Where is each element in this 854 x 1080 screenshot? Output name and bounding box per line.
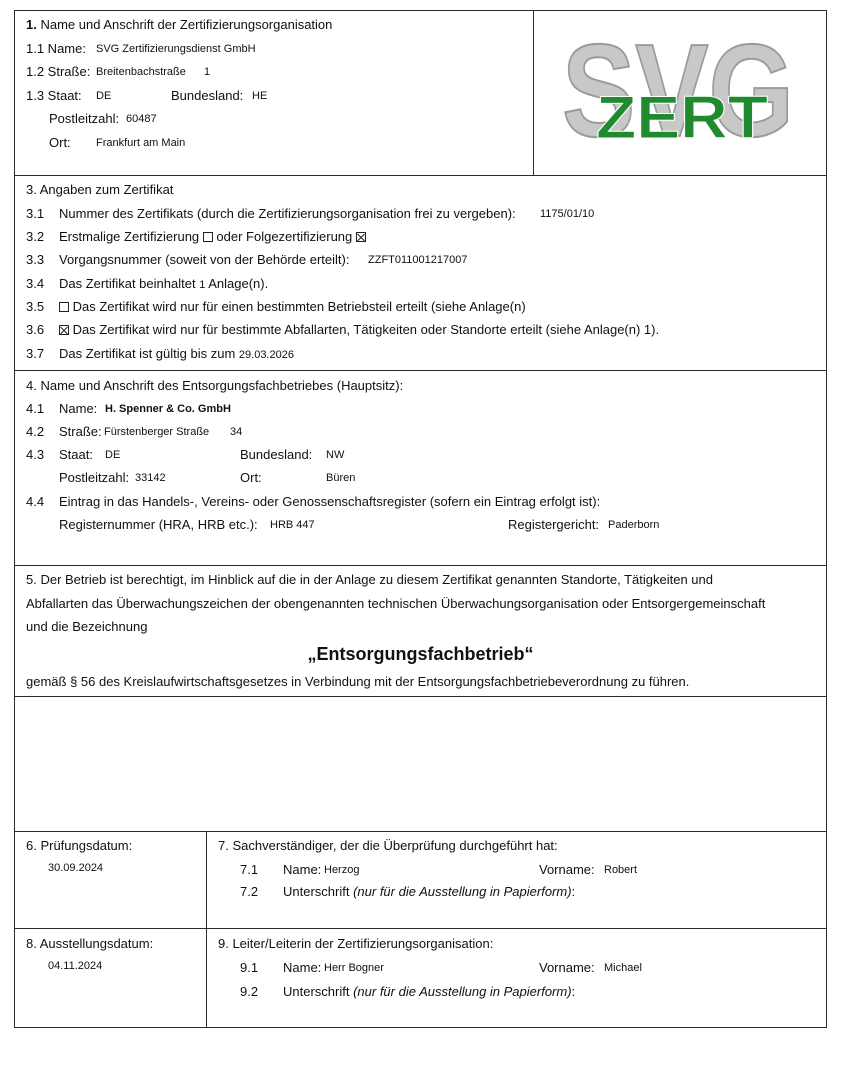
s4-row-1-num: 4.1 <box>26 401 45 416</box>
s3-row-1-num: 3.1 <box>26 206 45 221</box>
section-3-box <box>14 175 827 371</box>
s5-line-2: Abfallarten das Überwachungszeichen der obengenannten technischen Überwachungsorganisation oder Entsorgergemeinschaft <box>26 596 766 611</box>
head-name-label: Name: <box>283 960 322 975</box>
section-9-title: 9. Leiter/Leiterin der Zertifizierungsorganisation: <box>218 936 494 951</box>
validity-text: Das Zertifikat ist gültig bis zum <box>59 346 236 361</box>
annex-count: 1 <box>199 279 206 291</box>
s9-row-1-num: 9.1 <box>240 960 259 975</box>
s5-line-3: und die Bezeichnung <box>26 619 148 634</box>
company-bundesland-value: NW <box>326 449 345 461</box>
s4-row-2-num: 4.2 <box>26 424 45 439</box>
register-number-label: Registernummer (HRA, HRB etc.): <box>59 517 258 532</box>
expert-signature-label: Unterschrift (nur für die Ausstellung in Papierform): <box>283 884 576 899</box>
company-name-value: H. Spenner & Co. GmbH <box>105 403 231 415</box>
org-bundesland-label: Bundesland: <box>171 88 244 103</box>
first-certification-label: Erstmalige Zertifizierung <box>59 229 200 244</box>
company-street-label: Straße: <box>59 424 102 439</box>
org-postcode-value: 60487 <box>126 113 157 125</box>
issue-date: 04.11.2024 <box>48 960 103 972</box>
s3-row-5 <box>59 299 526 314</box>
s3-row-5-num: 3.5 <box>26 299 45 314</box>
section-8-title: 8. Ausstellungsdatum: <box>26 936 154 951</box>
s3-row-1-text: Nummer des Zertifikats (durch die Zertifizierungsorganisation frei zu vergeben): <box>59 206 516 221</box>
section-1-box <box>14 10 534 176</box>
section-1-title: 1. Name und Anschrift der Zertifizierungsorganisation <box>26 17 333 32</box>
head-name-value: Herr Bogner <box>324 962 384 974</box>
section-6-title: 6. Prüfungsdatum: <box>26 838 133 853</box>
svg-zert-logo <box>556 14 800 164</box>
org-street-value: Breitenbachstraße <box>96 66 186 78</box>
expert-name-value: Herzog <box>324 864 360 876</box>
procedure-number: ZZFT011001217007 <box>368 254 468 266</box>
s3-row-7-num: 3.7 <box>26 346 45 361</box>
s4-row-4-num: 4.4 <box>26 494 45 509</box>
org-street-label: 1.2 Straße: <box>26 64 91 79</box>
org-state-value: DE <box>96 90 112 102</box>
register-entry-text: Eintrag in das Handels-, Vereins- oder Genossenschaftsregister (sofern ein Eintrag erfolgt ist): <box>59 494 601 509</box>
s9-row-2-num: 9.2 <box>240 984 259 999</box>
blank-section-box <box>14 696 827 832</box>
s4-row-3-num: 4.3 <box>26 447 45 462</box>
s3-row-3-num: 3.3 <box>26 252 45 267</box>
head-firstname-label: Vorname: <box>539 960 595 975</box>
register-court-value: Paderborn <box>608 519 660 531</box>
org-street-number: 1 <box>204 66 211 78</box>
company-city-label: Ort: <box>240 470 262 485</box>
company-street-value: Fürstenberger Straße <box>104 426 210 438</box>
s3-row-2 <box>59 229 366 244</box>
business-part-text: Das Zertifikat wird nur für einen bestimmten Betriebsteil erteilt (siehe Anlage(n) <box>72 299 526 314</box>
inspection-date: 30.09.2024 <box>48 862 104 874</box>
org-city-value: Frankfurt am Main <box>96 137 186 149</box>
follow-up-certification-checkbox[interactable] <box>356 232 366 242</box>
s3-row-3-text: Vorgangsnummer (soweit von der Behörde erteilt): <box>59 252 350 267</box>
annex-suffix: Anlage(n). <box>208 276 269 291</box>
org-city-label: Ort: <box>49 135 71 150</box>
logo-svg-letters: SVG <box>562 17 794 164</box>
expert-firstname-value: Robert <box>604 864 638 876</box>
register-court-label: Registergericht: <box>508 517 600 532</box>
follow-up-certification-label: oder Folgezertifizierung <box>216 229 353 244</box>
section-4-title: 4. Name und Anschrift des Entsorgungsfachbetriebes (Hauptsitz): <box>26 378 404 393</box>
expert-firstname-label: Vorname: <box>539 862 595 877</box>
s3-row-2-num: 3.2 <box>26 229 45 244</box>
waste-types-text: Das Zertifikat wird nur für bestimmte Abfallarten, Tätigkeiten oder Standorte erteilt (siehe Anlage(n) 1). <box>72 322 660 337</box>
company-state-label: Staat: <box>59 447 93 462</box>
company-postcode-label: Postleitzahl: <box>59 470 130 485</box>
company-state-value: DE <box>105 449 121 461</box>
first-certification-checkbox[interactable] <box>203 232 213 242</box>
company-street-number: 34 <box>230 426 243 438</box>
org-postcode-label: Postleitzahl: <box>49 111 120 126</box>
org-name-label: 1.1 Name: <box>26 41 86 56</box>
company-bundesland-label: Bundesland: <box>240 447 313 462</box>
expert-name-label: Name: <box>283 862 322 877</box>
s3-row-6 <box>59 322 659 337</box>
s5-line-4: gemäß § 56 des Kreislaufwirtschaftsgesetzes in Verbindung mit der Entsorgungsfachbetriebeverordnung zu führen. <box>26 674 690 689</box>
org-bundesland-value: HE <box>252 90 268 102</box>
waste-types-checkbox[interactable] <box>59 325 69 335</box>
s3-row-4 <box>59 276 268 293</box>
head-signature-label: Unterschrift (nur für die Ausstellung in Papierform): <box>283 984 576 999</box>
org-name-value: SVG Zertifizierungsdienst GmbH <box>96 43 256 55</box>
section-7-title: 7. Sachverständiger, der die Überprüfung durchgeführt hat: <box>218 838 558 853</box>
s5-heading: „Entsorgungsfachbetrieb“ <box>307 644 534 664</box>
section-3-title: 3. Angaben zum Zertifikat <box>26 182 174 197</box>
company-city-value: Büren <box>326 472 356 484</box>
s3-row-6-num: 3.6 <box>26 322 45 337</box>
head-firstname-value: Michael <box>604 962 642 974</box>
company-postcode-value: 33142 <box>135 472 166 484</box>
org-state-label: 1.3 Staat: <box>26 88 82 103</box>
validity-date: 29.03.2026 <box>238 349 294 361</box>
business-part-checkbox[interactable] <box>59 302 69 312</box>
annex-text: Das Zertifikat beinhaltet <box>59 276 196 291</box>
s7-row-1-num: 7.1 <box>240 862 259 877</box>
logo-zert-text: ZERT <box>596 84 768 151</box>
register-number-value: HRB 447 <box>270 519 315 531</box>
s7-row-2-num: 7.2 <box>240 884 259 899</box>
s5-line-1: 5. Der Betrieb ist berechtigt, im Hinblick auf die in der Anlage zu diesem Zertifikat genannten Standorte, Tätigkeiten und <box>26 572 713 587</box>
s3-row-7 <box>59 346 294 363</box>
certificate-number: 1175/01/10 <box>540 208 595 220</box>
company-name-label: Name: <box>59 401 98 416</box>
s3-row-4-num: 3.4 <box>26 276 45 291</box>
section-4-box <box>14 370 827 566</box>
